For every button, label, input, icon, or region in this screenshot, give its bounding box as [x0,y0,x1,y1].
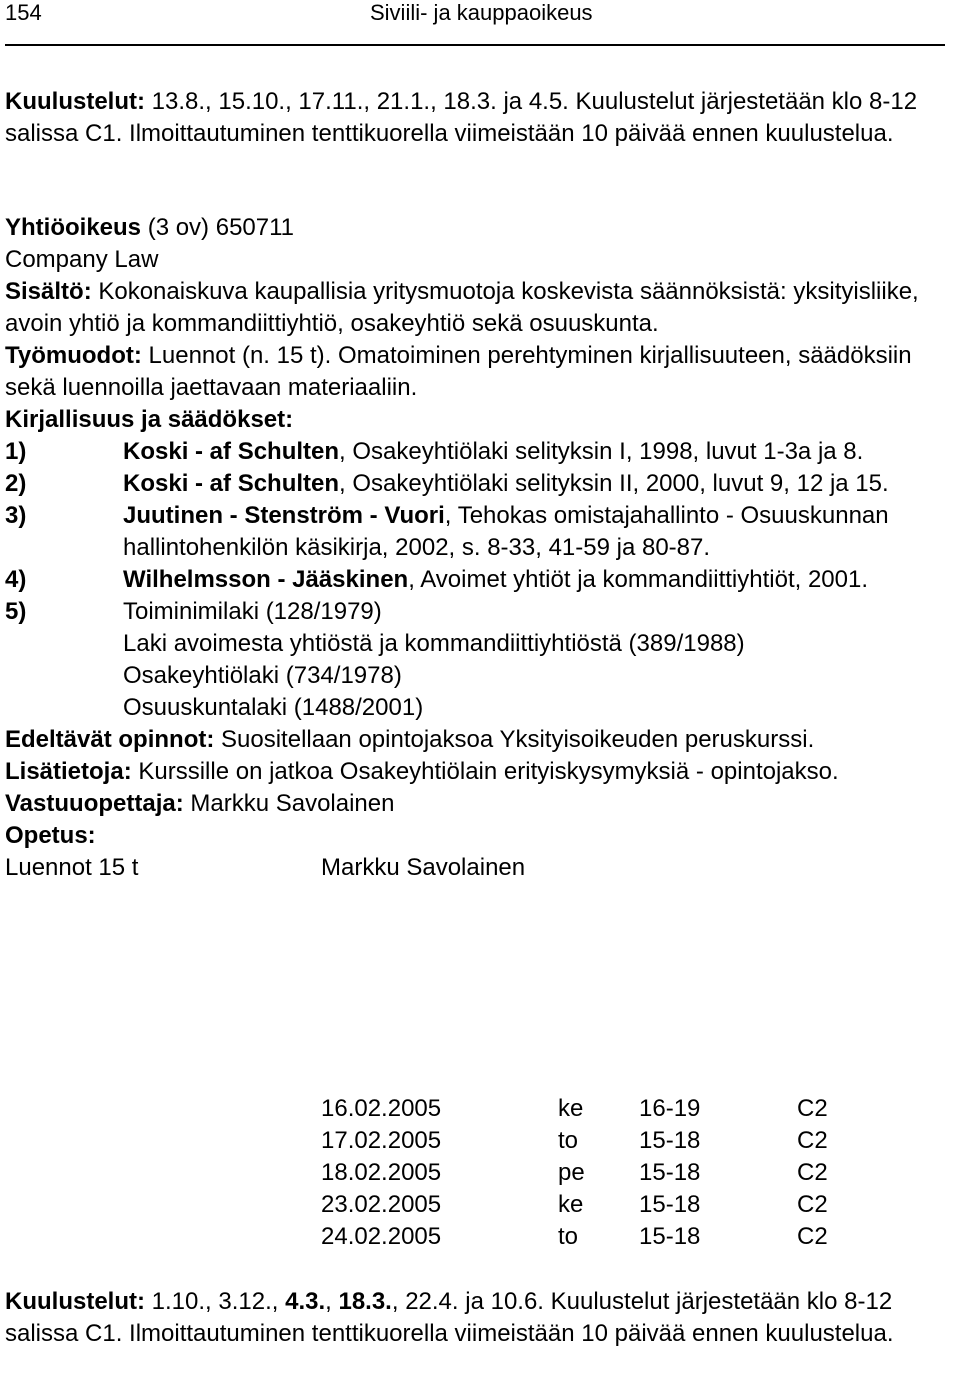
schedule-date: 17.02.2005 [321,1127,442,1154]
schedule-time: 15-18 [639,1159,701,1186]
exams-bottom-text: , 22.4. ja 10.6. Kuulustelut järjestetään klo 8-12 salissa C1. Ilmoittautuminen tenttikuorella viimeistään 10 päivää ennen kuulustelua. [5,1288,894,1347]
literature-title: , Avoimet yhtiöt ja kommandiittiyhtiöt, 2001. [408,566,869,593]
literature-item [5,468,950,500]
literature-number: 2) [5,470,27,497]
schedule-time: 15-18 [639,1191,701,1218]
literature-authors: Wilhelmsson - Jääskinen [123,566,409,593]
course-name: Yhtiöoikeus [5,214,142,241]
teacher-name: Markku Savolainen [183,790,395,817]
header-rule [5,44,945,46]
exams-bottom-label: Kuulustelut: [5,1288,145,1315]
schedule-room: C2 [797,1191,828,1218]
schedule-day: to [558,1127,579,1154]
schedule-date: 18.02.2005 [321,1159,442,1186]
literature-title: , Tehokas omistajahallinto - Osuuskunnan hallintohenkilön käsikirja, 2002, s. 8-33, 41-59 ja 80-87. [123,502,889,561]
exams-bottom-dates: 1.10., 3.12., [144,1288,286,1315]
statutes-item [5,596,950,724]
literature-authors: Koski - af Schulten [123,470,340,497]
schedule-room: C2 [797,1095,828,1122]
running-title: Siviili- ja kauppaoikeus [370,0,593,25]
methods-text: Luennot (n. 15 t). Omatoiminen perehtyminen kirjallisuuteen, säädöksiin sekä luennoilla jaettavaan materiaaliin. [5,342,912,401]
literature-item [5,436,950,468]
page-number: 154 [5,0,42,25]
course-english-name: Company Law [5,246,159,273]
page-header [5,0,950,42]
schedule-room: C2 [797,1159,828,1186]
exams-bottom-date-bold: 4.3. [285,1288,326,1315]
literature-title: , Osakeyhtiölaki selityksin I, 1998, luvut 1-3a ja 8. [339,438,864,465]
literature-authors: Juutinen - Stenström - Vuori [123,502,445,529]
schedule-day: ke [558,1095,584,1122]
schedule-table [5,1093,950,1253]
literature-item [5,564,950,596]
schedule-date: 16.02.2005 [321,1095,442,1122]
lectures-row [5,852,950,884]
course-section [5,212,950,884]
exams-bottom [5,1286,950,1350]
schedule-row [5,1093,950,1125]
course-content [5,276,950,340]
literature-item [5,500,950,564]
info-text: Kurssille on jatkoa Osakeyhtiölain erityiskysymyksiä - opintojakso. [131,758,839,785]
lecturer-name: Markku Savolainen [321,854,526,881]
content-label: Sisältö: [5,278,92,305]
schedule-row [5,1157,950,1189]
statute: Osakeyhtiölaki (734/1978) [123,662,402,689]
course-prerequisites [5,724,950,756]
exams-top-label: Kuulustelut: [5,88,145,115]
statute: Toiminimilaki (128/1979) [123,598,382,625]
course-methods [5,340,950,404]
literature-number: 1) [5,438,27,465]
schedule-time: 16-19 [639,1095,701,1122]
schedule-room: C2 [797,1223,828,1250]
prereq-text: Suositellaan opintojaksoa Yksityisoikeuden peruskurssi. [214,726,815,753]
exams-top-paragraph [5,86,950,150]
course-teacher [5,788,950,820]
teacher-label: Vastuuopettaja: [5,790,184,817]
schedule-date: 23.02.2005 [321,1191,442,1218]
schedule-day: to [558,1223,579,1250]
literature-title: , Osakeyhtiölaki selityksin II, 2000, luvut 9, 12 ja 15. [339,470,889,497]
literature-number: 3) [5,502,27,529]
schedule-day: pe [558,1159,585,1186]
prereq-label: Edeltävät opinnot: [5,726,215,753]
exams-top [5,86,950,150]
course-heading [5,212,950,244]
teaching-label: Opetus: [5,822,96,849]
course-info [5,756,950,788]
schedule-row [5,1189,950,1221]
exams-bottom-date-bold: 18.3. [338,1288,392,1315]
schedule-date: 24.02.2005 [321,1223,442,1250]
schedule-time: 15-18 [639,1127,701,1154]
exams-top-text: 13.8., 15.10., 17.11., 21.1., 18.3. ja 4.5. Kuulustelut järjestetään klo 8-12 salissa C1. Ilmoittautuminen tenttikuorella viimeistään 10 päivää ennen kuulustelua. [5,88,918,147]
statute: Laki avoimesta yhtiöstä ja kommandiittiyhtiöstä (389/1988) [123,630,745,657]
statutes-number: 5) [5,598,27,625]
lectures-label: Luennot 15 t [5,854,139,881]
exams-bottom-paragraph [5,1286,950,1350]
exams-bottom-separator: , [325,1288,339,1315]
info-label: Lisätietoja: [5,758,132,785]
schedule-time: 15-18 [639,1223,701,1250]
statute: Osuuskuntalaki (1488/2001) [123,694,424,721]
literature-label: Kirjallisuus ja säädökset: [5,406,294,433]
schedule-row [5,1221,950,1253]
schedule-row [5,1125,950,1157]
literature-authors: Koski - af Schulten [123,438,340,465]
schedule-room: C2 [797,1127,828,1154]
content-text: Kokonaiskuva kaupallisia yritysmuotoja koskevista säännöksistä: yksityisliike, avoin yhtiö ja kommandiittiyhtiö, osakeyhtiö sekä osuuskunta. [5,278,919,337]
schedule-day: ke [558,1191,584,1218]
literature-number: 4) [5,566,27,593]
course-credits-code: (3 ov) 650711 [141,214,295,241]
methods-label: Työmuodot: [5,342,142,369]
